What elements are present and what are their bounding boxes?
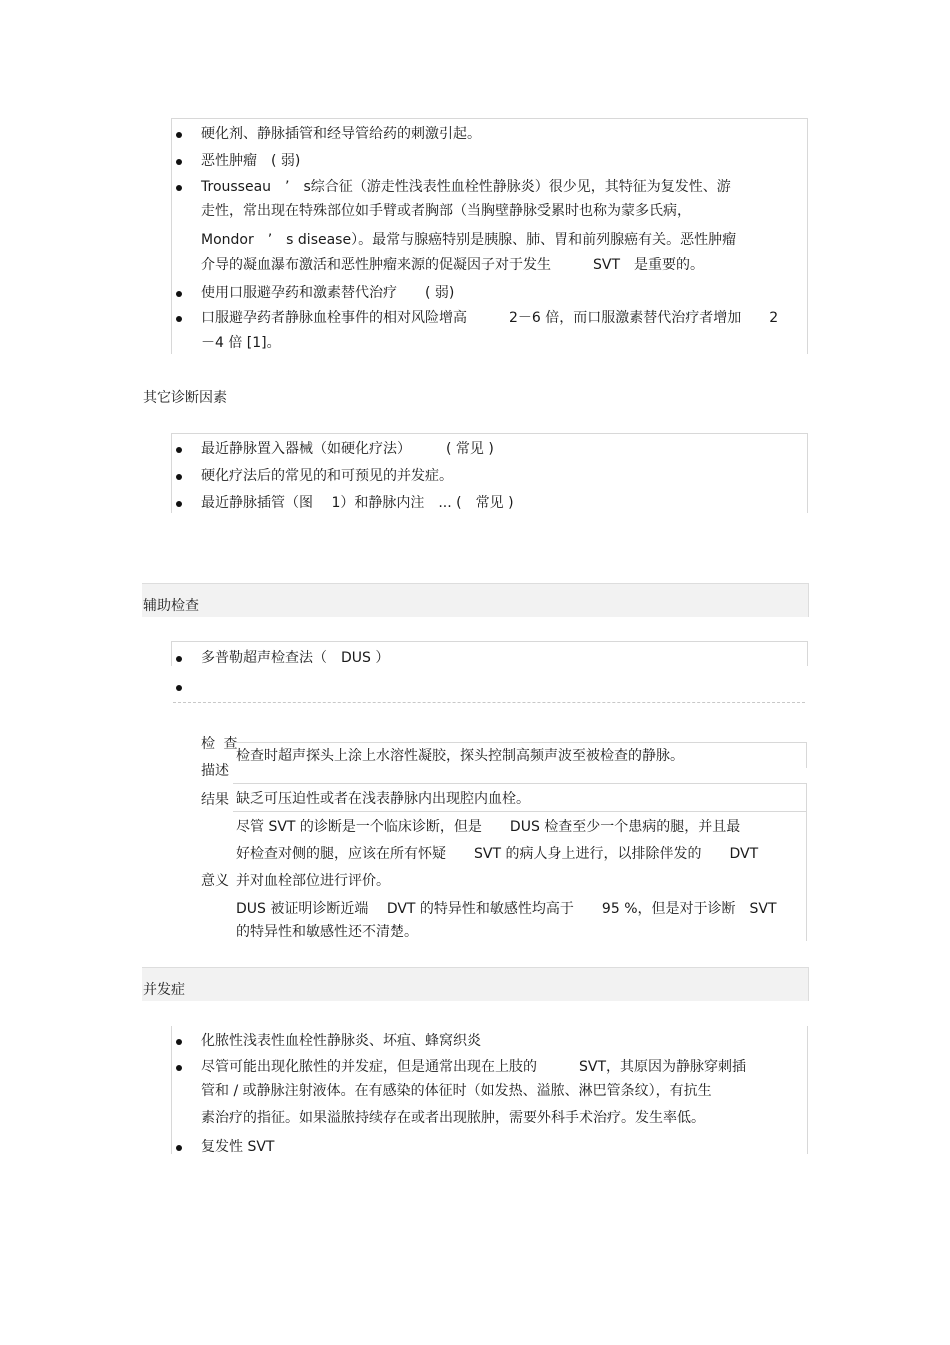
- row-label-description: 检 查: [201, 736, 240, 752]
- section-bar-complications: [142, 967, 809, 1001]
- list-item-continuation: 管和 / 或静脉注射液体。在有感染的体征时（如发热、溢脓、淋巴管条纹），有抗生: [201, 1083, 712, 1099]
- bullet-icon: [176, 316, 182, 322]
- list-item-continuation: 素治疗的指征。如果溢脓持续存在或者出现脓肿，需要外科手术治疗。发生率低。: [201, 1110, 705, 1126]
- list-item: 化脓性浅表性血栓性静脉炎、坏疽、蜂窝织炎: [201, 1033, 481, 1049]
- row-label-result: 结果: [201, 792, 229, 808]
- list-item: 最近静脉插管（图 1）和静脉内注 ... ( 常见 ): [201, 495, 514, 511]
- list-item-continuation: Mondor ’ s disease）。最常与腺癌特别是胰腺、肺、胃和前列腺癌有关。恶性肿瘤: [201, 232, 737, 248]
- meaning-text: DUS 被证明诊断近端 DVT 的特异性和敏感性均高于 95 %，但是对于诊断 SVT: [236, 901, 777, 917]
- meaning-text: 尽管 SVT 的诊断是一个临床诊断，但是 DUS 检查至少一个患病的腿，并且最: [236, 819, 741, 835]
- list-item-continuation: 介导的凝血瀑布激活和恶性肿瘤来源的促凝因子对于发生 SVT 是重要的。: [201, 257, 705, 273]
- list-item-continuation: －4 倍 [1]。: [201, 335, 281, 351]
- meaning-text: 并对血栓部位进行评价。: [236, 873, 390, 889]
- list-item: 使用口服避孕药和激素替代治疗 ( 弱): [201, 285, 455, 301]
- list-item: 复发性 SVT: [201, 1139, 275, 1155]
- bullet-icon: [176, 474, 182, 480]
- bullet-icon: [176, 185, 182, 191]
- dashed-divider: [173, 702, 805, 703]
- section-heading-complications: 并发症: [143, 982, 185, 998]
- meaning-text: 好检查对侧的腿，应该在所有怀疑 SVT 的病人身上进行，以排除伴发的 DVT: [236, 846, 759, 862]
- bullet-icon: [176, 685, 182, 691]
- bullet-icon: [176, 447, 182, 453]
- list-item: Trousseau ’ s综合征（游走性浅表性血栓性静脉炎）很少见，其特征为复发性、游: [201, 179, 731, 195]
- section-heading-aux-exam: 辅助检查: [143, 598, 199, 614]
- list-item: 硬化剂、静脉插管和经导管给药的刺激引起。: [201, 126, 481, 142]
- row-label-description: 描述: [201, 763, 229, 779]
- list-item: 最近静脉置入器械（如硬化疗法） ( 常见 ): [201, 441, 494, 457]
- bullet-icon: [176, 1039, 182, 1045]
- bullet-icon: [176, 132, 182, 138]
- list-item: 尽管可能出现化脓性的并发症，但是通常出现在上肢的 SVT，其原因为静脉穿刺插: [201, 1059, 747, 1075]
- section-heading-other-factors: 其它诊断因素: [143, 390, 227, 406]
- meaning-text: 的特异性和敏感性还不清楚。: [236, 924, 418, 940]
- list-item: 多普勒超声检查法（ DUS ）: [201, 650, 390, 666]
- list-item: 硬化疗法后的常见的和可预见的并发症。: [201, 468, 453, 484]
- list-item-continuation: 走性，常出现在特殊部位如手臂或者胸部（当胸壁静脉受累时也称为蒙多氏病，: [201, 203, 691, 219]
- row-label-meaning: 意义: [201, 873, 229, 889]
- bullet-icon: [176, 291, 182, 297]
- bullet-icon: [176, 159, 182, 165]
- list-item: 恶性肿瘤 ( 弱): [201, 153, 301, 169]
- bullet-icon: [176, 656, 182, 662]
- bullet-icon: [176, 1065, 182, 1071]
- bullet-icon: [176, 1145, 182, 1151]
- result-text: 缺乏可压迫性或者在浅表静脉内出现腔内血栓。: [236, 791, 530, 807]
- bullet-icon: [176, 501, 182, 507]
- section-bar-aux-exam: [142, 583, 809, 617]
- description-text: 检查时超声探头上涂上水溶性凝胶，探头控制高频声波至被检查的静脉。: [236, 748, 684, 764]
- list-item: 口服避孕药者静脉血栓事件的相对风险增高 2－6 倍，而口服激素替代治疗者增加 2: [201, 310, 779, 326]
